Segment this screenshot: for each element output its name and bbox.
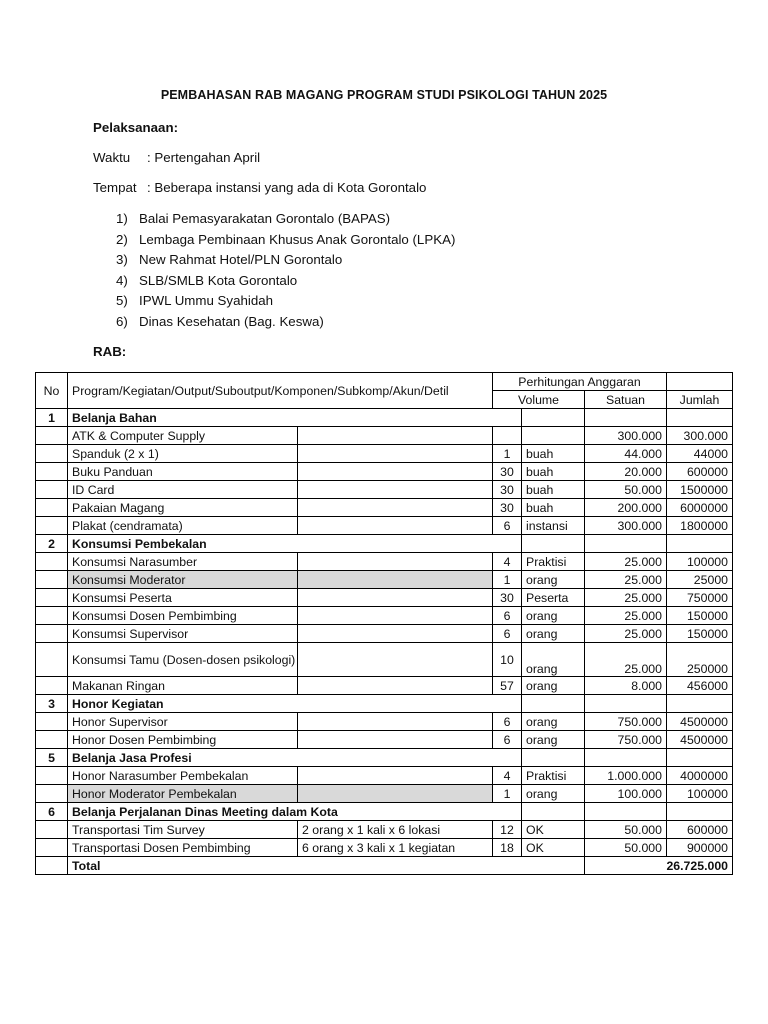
row-no-cell [36,517,68,535]
rab-table [35,372,733,875]
row-no-cell [36,481,68,499]
section-row [36,409,733,427]
row-unit: orang [522,571,585,589]
row-volume: 6 [493,607,522,625]
row-volume: 30 [493,463,522,481]
row-price: 25.000 [585,625,667,643]
table-row [36,625,733,643]
row-unit: orang [522,713,585,731]
row-item: Konsumsi Supervisor [68,625,298,643]
section-blank [522,409,585,427]
row-price: 20.000 [585,463,667,481]
row-item: Konsumsi Moderator [68,571,298,589]
row-no-cell [36,499,68,517]
row-detail [298,445,493,463]
row-price: 25.000 [585,607,667,625]
section-title: Belanja Jasa Profesi [68,749,522,767]
table-row [36,821,733,839]
row-volume: 6 [493,713,522,731]
table-row [36,839,733,857]
total-no-cell [36,857,68,875]
row-item: Konsumsi Dosen Pembimbing [68,607,298,625]
header-program: Program/Kegiatan/Output/Suboutput/Komponen/Subkomp/Akun/Detil [68,373,493,409]
list-item-text: Balai Pemasyarakatan Gorontalo (BAPAS) [139,211,391,226]
row-unit: orang [522,677,585,695]
row-item: Transportasi Dosen Pembimbing [68,839,298,857]
table-row [36,445,733,463]
table-row [36,643,733,677]
row-unit: orang [522,625,585,643]
row-price: 44.000 [585,445,667,463]
section-title: Konsumsi Pembekalan [68,535,522,553]
row-detail: 2 orang x 1 kali x 6 lokasi [298,821,493,839]
tempat-line [93,180,426,195]
row-item: Makanan Ringan [68,677,298,695]
row-no-cell [36,643,68,677]
section-blank [667,749,733,767]
row-total: 456000 [667,677,733,695]
row-no-cell [36,839,68,857]
row-no-cell [36,445,68,463]
row-total: 25000 [667,571,733,589]
row-total: 4500000 [667,713,733,731]
waktu-value: : Pertengahan April [147,150,261,165]
row-no-cell [36,607,68,625]
row-detail [298,625,493,643]
row-total: 4000000 [667,767,733,785]
tempat-label: Tempat [93,180,137,195]
row-unit: instansi [522,517,585,535]
row-item: Honor Moderator Pembekalan [68,785,298,803]
row-unit: Peserta [522,589,585,607]
row-price: 200.000 [585,499,667,517]
table-row [36,499,733,517]
row-no-cell [36,625,68,643]
row-item: ID Card [68,481,298,499]
row-detail [298,643,493,677]
list-item [116,209,455,230]
section-blank [585,803,667,821]
section-blank [585,749,667,767]
row-volume: 6 [493,625,522,643]
table-row [36,767,733,785]
section-blank [522,803,585,821]
list-item-number: 4) [116,272,128,288]
section-row [36,749,733,767]
list-item-text: Dinas Kesehatan (Bag. Keswa) [139,313,324,329]
row-unit: orang [522,607,585,625]
table-row [36,713,733,731]
row-no-cell [36,677,68,695]
row-volume: 30 [493,589,522,607]
row-item: Spanduk (2 x 1) [68,445,298,463]
row-unit: buah [522,481,585,499]
waktu-label: Waktu [93,150,131,165]
row-detail [298,553,493,571]
section-blank [522,749,585,767]
row-item: Konsumsi Tamu (Dosen-dosen psikologi) [68,643,298,677]
header-blank [667,373,733,391]
table-row [36,427,733,445]
row-detail [298,607,493,625]
row-item: ATK & Computer Supply [68,427,298,445]
section-title: Belanja Perjalanan Dinas Meeting dalam Kota [68,803,522,821]
row-item: Pakaian Magang [68,499,298,517]
row-price: 25.000 [585,589,667,607]
row-volume: 18 [493,839,522,857]
section-number: 1 [36,409,68,427]
section-number: 2 [36,535,68,553]
row-detail [298,427,493,445]
row-no-cell [36,821,68,839]
row-detail [298,589,493,607]
row-price: 50.000 [585,821,667,839]
section-number: 3 [36,695,68,713]
row-unit: orang [522,785,585,803]
row-volume: 6 [493,731,522,749]
row-volume: 1 [493,445,522,463]
table-row [36,731,733,749]
row-total: 1500000 [667,481,733,499]
list-item-text: SLB/SMLB Kota Gorontalo [139,272,298,288]
row-detail [298,677,493,695]
row-volume: 6 [493,517,522,535]
row-no-cell [36,731,68,749]
row-detail: 6 orang x 3 kali x 1 kegiatan [298,839,493,857]
row-no-cell [36,589,68,607]
row-total: 100000 [667,785,733,803]
rab-label: RAB: [93,344,127,359]
row-detail [298,713,493,731]
table-row [36,517,733,535]
row-unit: OK [522,821,585,839]
tempat-value: : Beberapa instansi yang ada di Kota Gorontalo [147,180,427,195]
row-total: 100000 [667,553,733,571]
row-total: 150000 [667,625,733,643]
row-total: 4500000 [667,731,733,749]
row-total: 150000 [667,607,733,625]
row-price: 25.000 [585,643,667,677]
row-total: 300.000 [667,427,733,445]
row-total: 600000 [667,821,733,839]
row-total: 6000000 [667,499,733,517]
row-unit: orang [522,731,585,749]
header-jumlah: Jumlah [667,391,733,409]
row-volume: 30 [493,499,522,517]
row-volume: 1 [493,571,522,589]
row-detail [298,767,493,785]
row-total: 1800000 [667,517,733,535]
total-label: Total [68,857,585,875]
location-list [116,209,455,333]
row-unit: buah [522,445,585,463]
section-number: 6 [36,803,68,821]
row-no-cell [36,785,68,803]
table-row [36,571,733,589]
row-price: 300.000 [585,427,667,445]
row-no-cell [36,713,68,731]
row-item: Honor Supervisor [68,713,298,731]
list-item [116,271,455,292]
row-detail [298,517,493,535]
section-title: Honor Kegiatan [68,695,522,713]
table-row [36,677,733,695]
total-row [36,857,733,875]
section-blank [667,695,733,713]
row-item: Plakat (cendramata) [68,517,298,535]
row-price: 750.000 [585,713,667,731]
list-item-text: IPWL Ummu Syahidah [139,293,274,309]
table-row [36,785,733,803]
row-price: 25.000 [585,553,667,571]
header-volume: Volume [493,391,585,409]
row-price: 8.000 [585,677,667,695]
list-item-text: Lembaga Pembinaan Khusus Anak Gorontalo (LPKA) [139,231,456,247]
table-row [36,481,733,499]
row-total: 900000 [667,839,733,857]
list-item-number: 2) [116,231,128,247]
row-volume: 4 [493,767,522,785]
list-item-number: 3) [116,252,128,268]
row-unit: buah [522,499,585,517]
row-total: 600000 [667,463,733,481]
row-volume [493,427,522,445]
row-detail [298,785,493,803]
section-blank [667,803,733,821]
row-volume: 12 [493,821,522,839]
pelaksanaan-label: Pelaksanaan: [93,120,179,135]
row-detail [298,463,493,481]
row-unit: Praktisi [522,553,585,571]
list-item-number: 6) [116,313,128,329]
row-item: Honor Dosen Pembimbing [68,731,298,749]
table-row [36,607,733,625]
list-item [116,312,455,333]
row-volume: 30 [493,481,522,499]
row-unit: buah [522,463,585,481]
row-item: Transportasi Tim Survey [68,821,298,839]
row-no-cell [36,571,68,589]
list-item-text: New Rahmat Hotel/PLN Gorontalo [139,252,343,268]
section-blank [585,695,667,713]
section-blank [585,409,667,427]
section-title: Belanja Bahan [68,409,522,427]
row-total: 44000 [667,445,733,463]
row-item: Buku Panduan [68,463,298,481]
row-volume: 1 [493,785,522,803]
row-no-cell [36,767,68,785]
section-blank [522,535,585,553]
row-unit: OK [522,839,585,857]
header-satuan: Satuan [585,391,667,409]
row-unit: Praktisi [522,767,585,785]
row-item: Konsumsi Peserta [68,589,298,607]
row-total: 250000 [667,643,733,677]
section-blank [522,695,585,713]
row-price: 100.000 [585,785,667,803]
row-price: 300.000 [585,517,667,535]
row-price: 1.000.000 [585,767,667,785]
row-price: 750.000 [585,731,667,749]
table-row [36,463,733,481]
table-row [36,553,733,571]
section-row [36,695,733,713]
row-item: Konsumsi Narasumber [68,553,298,571]
row-detail [298,499,493,517]
row-volume: 4 [493,553,522,571]
document-title: PEMBAHASAN RAB MAGANG PROGRAM STUDI PSIKOLOGI TAHUN 2025 [160,88,608,102]
row-price: 50.000 [585,481,667,499]
row-no-cell [36,427,68,445]
list-item [116,291,455,312]
row-no-cell [36,553,68,571]
row-total: 750000 [667,589,733,607]
row-detail [298,481,493,499]
row-item: Honor Narasumber Pembekalan [68,767,298,785]
row-unit [522,427,585,445]
section-row [36,803,733,821]
row-price: 50.000 [585,839,667,857]
row-unit: orang [522,643,585,677]
list-item-number: 1) [116,211,128,226]
table-row [36,589,733,607]
section-number: 5 [36,749,68,767]
list-item [116,230,455,251]
section-row [36,535,733,553]
row-detail [298,571,493,589]
table-header-row-1 [36,373,733,391]
row-volume: 57 [493,677,522,695]
row-price: 25.000 [585,571,667,589]
row-no-cell [36,463,68,481]
row-volume: 10 [493,643,522,677]
header-perhitungan: Perhitungan Anggaran [493,373,667,391]
total-value: 26.725.000 [585,857,733,875]
header-no: No [36,373,68,409]
section-blank [585,535,667,553]
list-item [116,250,455,271]
section-blank [667,409,733,427]
section-blank [667,535,733,553]
waktu-line [93,150,260,165]
list-item-number: 5) [116,293,128,309]
row-detail [298,731,493,749]
